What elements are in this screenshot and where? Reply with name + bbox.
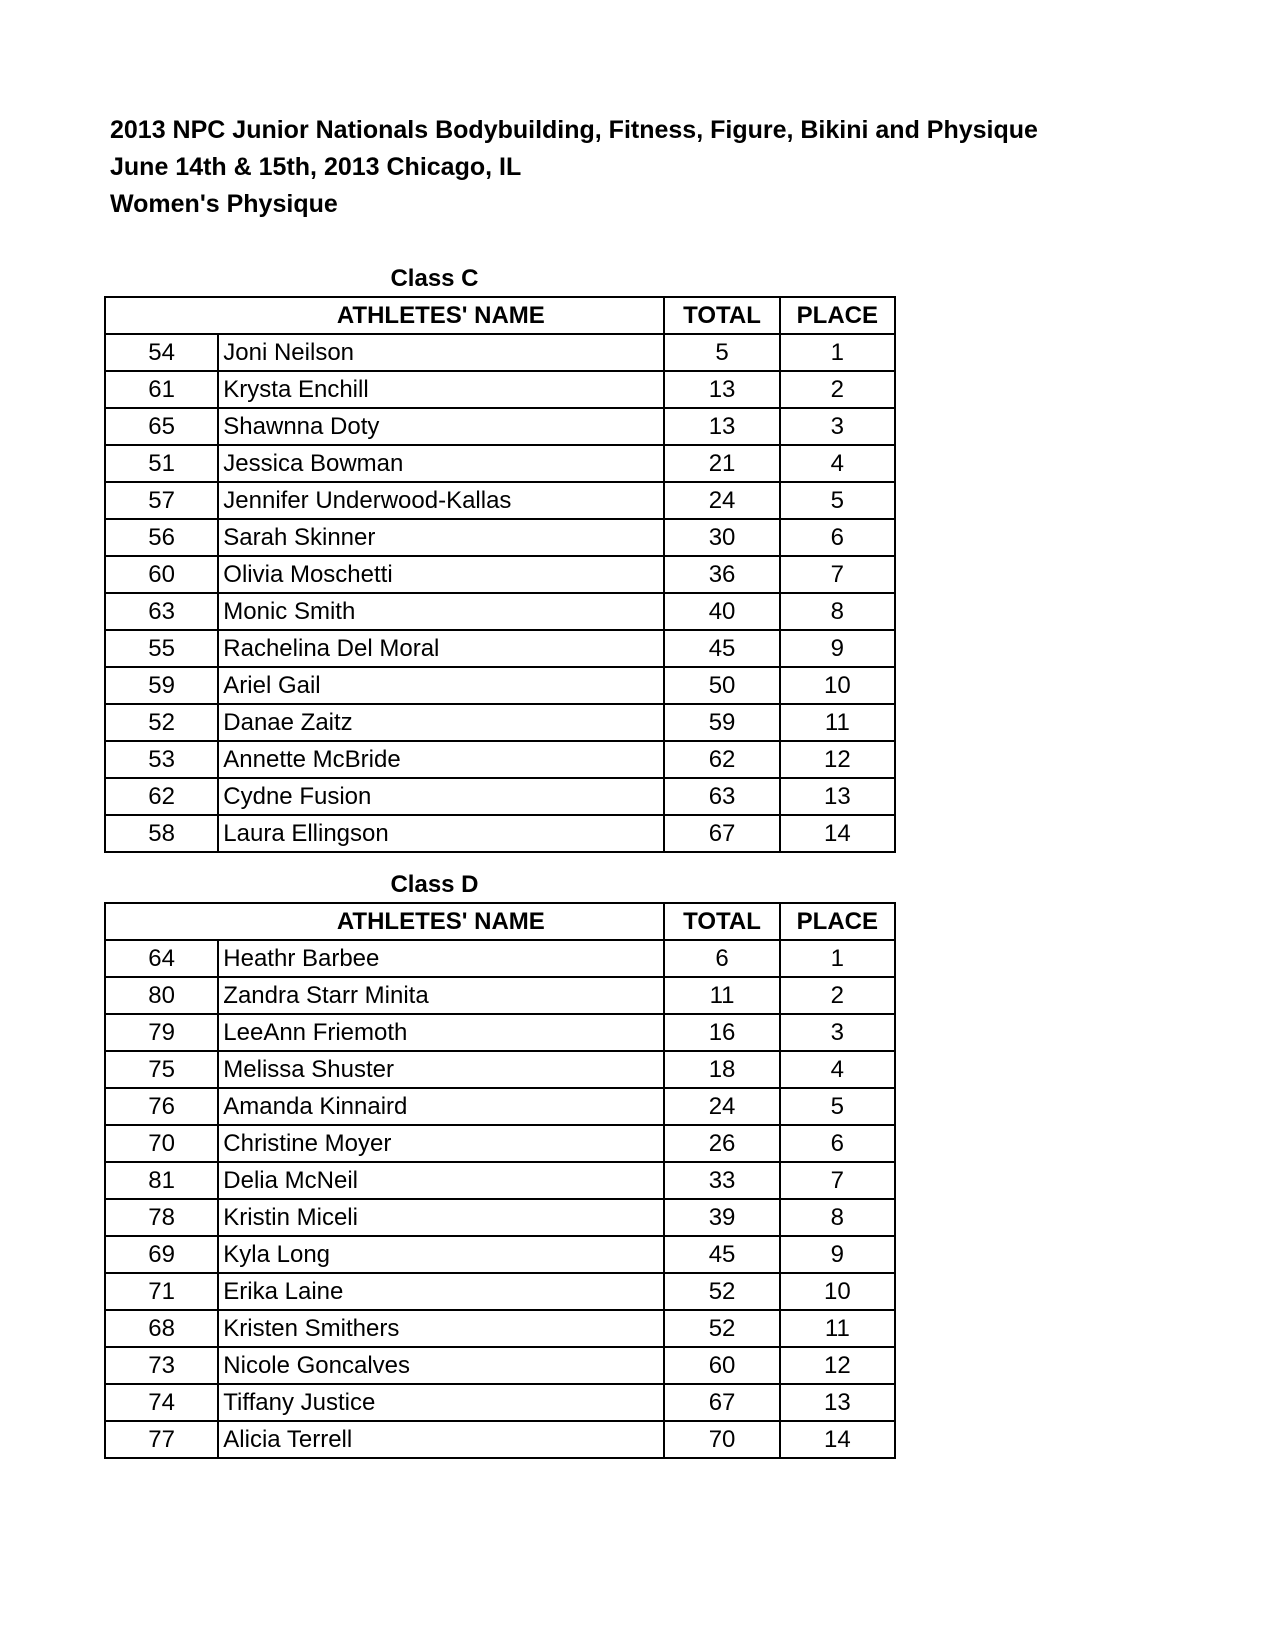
total-score-cell: 21 [664, 445, 779, 482]
total-score-cell: 67 [664, 815, 779, 852]
place-cell: 8 [780, 1199, 895, 1236]
athlete-name-cell: Annette McBride [218, 741, 664, 778]
total-score-cell: 26 [664, 1125, 779, 1162]
athletes-name-column-header: ATHLETES' NAME [218, 903, 664, 940]
place-cell: 1 [780, 334, 895, 371]
table-row [105, 1384, 895, 1421]
place-cell: 5 [780, 1088, 895, 1125]
place-cell: 12 [780, 741, 895, 778]
table-row [105, 556, 895, 593]
place-cell: 11 [780, 1310, 895, 1347]
athletes-name-column-header: ATHLETES' NAME [218, 297, 664, 334]
table-row [105, 1273, 895, 1310]
competitor-number-cell: 68 [105, 1310, 218, 1347]
athlete-name-cell: Ariel Gail [218, 667, 664, 704]
competitor-number-cell: 81 [105, 1162, 218, 1199]
table-row [105, 1347, 895, 1384]
num-column-header [105, 297, 218, 334]
total-score-cell: 16 [664, 1014, 779, 1051]
table-row [105, 1125, 895, 1162]
athlete-name-cell: Nicole Goncalves [218, 1347, 664, 1384]
class-d-results-table [104, 902, 896, 1459]
athlete-name-cell: Christine Moyer [218, 1125, 664, 1162]
competitor-number-cell: 65 [105, 408, 218, 445]
place-cell: 12 [780, 1347, 895, 1384]
place-cell: 3 [780, 408, 895, 445]
competitor-number-cell: 52 [105, 704, 218, 741]
event-date-location: June 14th & 15th, 2013 Chicago, IL [110, 153, 522, 181]
athlete-name-cell: Melissa Shuster [218, 1051, 664, 1088]
place-cell: 6 [780, 1125, 895, 1162]
table-row [105, 371, 895, 408]
competitor-number-cell: 53 [105, 741, 218, 778]
table-row [105, 408, 895, 445]
competitor-number-cell: 54 [105, 334, 218, 371]
table-row [105, 334, 895, 371]
place-cell: 2 [780, 977, 895, 1014]
total-score-cell: 63 [664, 778, 779, 815]
table-row [105, 1014, 895, 1051]
athlete-name-cell: Cydne Fusion [218, 778, 664, 815]
table-row [105, 741, 895, 778]
table-row [105, 1199, 895, 1236]
place-cell: 11 [780, 704, 895, 741]
competitor-number-cell: 70 [105, 1125, 218, 1162]
athlete-name-cell: Monic Smith [218, 593, 664, 630]
competitor-number-cell: 58 [105, 815, 218, 852]
total-score-cell: 70 [664, 1421, 779, 1458]
place-cell: 10 [780, 667, 895, 704]
competitor-number-cell: 59 [105, 667, 218, 704]
place-cell: 4 [780, 445, 895, 482]
num-column-header [105, 903, 218, 940]
table-row [105, 940, 895, 977]
competitor-number-cell: 73 [105, 1347, 218, 1384]
class-d-title: Class D [390, 871, 479, 898]
competitor-number-cell: 79 [105, 1014, 218, 1051]
athlete-name-cell: Shawnna Doty [218, 408, 664, 445]
table-row [105, 1236, 895, 1273]
total-score-cell: 62 [664, 741, 779, 778]
place-cell: 2 [780, 371, 895, 408]
athlete-name-cell: Danae Zaitz [218, 704, 664, 741]
competitor-number-cell: 74 [105, 1384, 218, 1421]
athlete-name-cell: Delia McNeil [218, 1162, 664, 1199]
place-cell: 9 [780, 1236, 895, 1273]
athlete-name-cell: Rachelina Del Moral [218, 630, 664, 667]
total-score-cell: 67 [664, 1384, 779, 1421]
total-score-cell: 36 [664, 556, 779, 593]
competitor-number-cell: 63 [105, 593, 218, 630]
table-row [105, 519, 895, 556]
document-header [110, 112, 1038, 223]
table-row [105, 704, 895, 741]
competitor-number-cell: 55 [105, 630, 218, 667]
competitor-number-cell: 57 [105, 482, 218, 519]
competitor-number-cell: 78 [105, 1199, 218, 1236]
table-row [105, 1088, 895, 1125]
table-row [105, 1051, 895, 1088]
total-score-cell: 30 [664, 519, 779, 556]
place-cell: 3 [780, 1014, 895, 1051]
table-row [105, 445, 895, 482]
athlete-name-cell: Amanda Kinnaird [218, 1088, 664, 1125]
athlete-name-cell: Jessica Bowman [218, 445, 664, 482]
total-score-cell: 52 [664, 1310, 779, 1347]
athlete-name-cell: Krysta Enchill [218, 371, 664, 408]
athlete-name-cell: Sarah Skinner [218, 519, 664, 556]
athlete-name-cell: Kyla Long [218, 1236, 664, 1273]
place-cell: 7 [780, 1162, 895, 1199]
class-c-results-table [104, 296, 896, 853]
athlete-name-cell: Olivia Moschetti [218, 556, 664, 593]
table-row [105, 1421, 895, 1458]
total-score-cell: 45 [664, 1236, 779, 1273]
total-score-cell: 11 [664, 977, 779, 1014]
place-cell: 5 [780, 482, 895, 519]
athlete-name-cell: Heathr Barbee [218, 940, 664, 977]
total-score-cell: 13 [664, 371, 779, 408]
class-c-title: Class C [390, 265, 479, 292]
division-title: Women's Physique [110, 190, 338, 218]
total-score-cell: 52 [664, 1273, 779, 1310]
place-cell: 9 [780, 630, 895, 667]
total-score-cell: 40 [664, 593, 779, 630]
place-column-header: PLACE [780, 903, 895, 940]
place-cell: 1 [780, 940, 895, 977]
athlete-name-cell: Joni Neilson [218, 334, 664, 371]
total-score-cell: 5 [664, 334, 779, 371]
competitor-number-cell: 77 [105, 1421, 218, 1458]
athlete-name-cell: Kristin Miceli [218, 1199, 664, 1236]
total-score-cell: 45 [664, 630, 779, 667]
athlete-name-cell: Zandra Starr Minita [218, 977, 664, 1014]
competitor-number-cell: 51 [105, 445, 218, 482]
table-row [105, 1310, 895, 1347]
competitor-number-cell: 75 [105, 1051, 218, 1088]
place-cell: 14 [780, 1421, 895, 1458]
athlete-name-cell: Kristen Smithers [218, 1310, 664, 1347]
place-cell: 10 [780, 1273, 895, 1310]
athlete-name-cell: LeeAnn Friemoth [218, 1014, 664, 1051]
place-cell: 14 [780, 815, 895, 852]
place-cell: 8 [780, 593, 895, 630]
total-column-header: TOTAL [664, 903, 779, 940]
place-cell: 13 [780, 1384, 895, 1421]
table-row [105, 482, 895, 519]
total-score-cell: 24 [664, 482, 779, 519]
table-header-row [105, 297, 895, 334]
place-cell: 6 [780, 519, 895, 556]
competitor-number-cell: 60 [105, 556, 218, 593]
total-score-cell: 39 [664, 1199, 779, 1236]
competitor-number-cell: 56 [105, 519, 218, 556]
athlete-name-cell: Alicia Terrell [218, 1421, 664, 1458]
table-row [105, 1162, 895, 1199]
table-row [105, 593, 895, 630]
competitor-number-cell: 69 [105, 1236, 218, 1273]
competitor-number-cell: 61 [105, 371, 218, 408]
total-score-cell: 50 [664, 667, 779, 704]
table-row [105, 977, 895, 1014]
total-score-cell: 59 [664, 704, 779, 741]
athlete-name-cell: Erika Laine [218, 1273, 664, 1310]
table-row [105, 778, 895, 815]
place-cell: 13 [780, 778, 895, 815]
total-score-cell: 60 [664, 1347, 779, 1384]
total-score-cell: 13 [664, 408, 779, 445]
total-score-cell: 18 [664, 1051, 779, 1088]
competitor-number-cell: 64 [105, 940, 218, 977]
athlete-name-cell: Jennifer Underwood-Kallas [218, 482, 664, 519]
competitor-number-cell: 80 [105, 977, 218, 1014]
event-title: 2013 NPC Junior Nationals Bodybuilding, Fitness, Figure, Bikini and Physique [110, 116, 1038, 144]
table-header-row [105, 903, 895, 940]
total-column-header: TOTAL [664, 297, 779, 334]
total-score-cell: 6 [664, 940, 779, 977]
place-cell: 7 [780, 556, 895, 593]
competitor-number-cell: 71 [105, 1273, 218, 1310]
total-score-cell: 24 [664, 1088, 779, 1125]
place-column-header: PLACE [780, 297, 895, 334]
athlete-name-cell: Laura Ellingson [218, 815, 664, 852]
athlete-name-cell: Tiffany Justice [218, 1384, 664, 1421]
table-row [105, 815, 895, 852]
competitor-number-cell: 76 [105, 1088, 218, 1125]
table-row [105, 667, 895, 704]
total-score-cell: 33 [664, 1162, 779, 1199]
place-cell: 4 [780, 1051, 895, 1088]
table-row [105, 630, 895, 667]
competitor-number-cell: 62 [105, 778, 218, 815]
